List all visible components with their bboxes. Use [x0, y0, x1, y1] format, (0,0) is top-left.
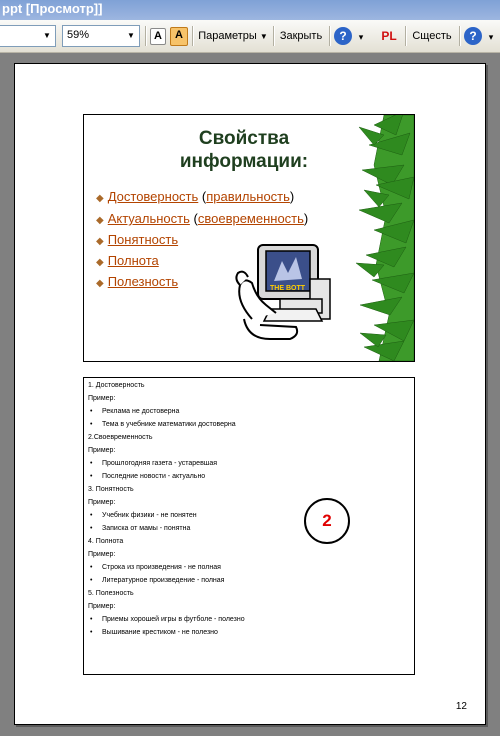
- params-button[interactable]: Параметры ▼: [198, 30, 268, 42]
- separator: [329, 26, 330, 46]
- notes-item: • Последние новости - актуально: [90, 473, 206, 480]
- preview-toolbar: [0, 20, 500, 53]
- slide-number-badge: 2: [304, 498, 350, 544]
- notes-item: • Прошлогодняя газета - устаревшая: [90, 460, 218, 467]
- zoom-value: 59%: [67, 29, 90, 41]
- chevron-down-icon[interactable]: ▾: [488, 32, 494, 42]
- speaker-notes: [83, 377, 415, 675]
- separator: [405, 26, 406, 46]
- notes-item: • Приемы хорошей игры в футболе - полезно: [90, 616, 245, 623]
- bullet-icon: ◆: [96, 236, 104, 247]
- clipart-text: THE BOTT: [270, 285, 305, 292]
- bullet-icon: ◆: [96, 215, 104, 226]
- notes-item: • Тема в учебнике математики достоверна: [90, 421, 236, 428]
- title-bar: [0, 0, 500, 20]
- separator: [145, 26, 146, 46]
- slide-bullet: ◆ Достоверность (правильность): [96, 189, 295, 204]
- slide-bullet: ◆ Полезность: [96, 274, 179, 289]
- notes-heading: 1. Достоверность: [88, 382, 145, 389]
- page-number: 12: [455, 701, 467, 712]
- notes-item: • Реклама не достоверна: [90, 408, 180, 415]
- help-icon[interactable]: ?: [464, 27, 482, 45]
- communicate-button[interactable]: Сщесть: [412, 30, 452, 42]
- separator: [273, 26, 274, 46]
- chevron-down-icon[interactable]: ▼: [43, 31, 51, 40]
- font-combo[interactable]: [0, 25, 56, 47]
- notes-page: [14, 63, 486, 725]
- slide-bullet: ◆ Полнота: [96, 253, 159, 268]
- document-area[interactable]: [0, 53, 500, 736]
- notes-label: Пример:: [88, 551, 116, 558]
- help-icon[interactable]: ?: [334, 27, 352, 45]
- chevron-down-icon: ▼: [259, 32, 268, 41]
- font-size-increase-icon[interactable]: A: [170, 27, 188, 46]
- slide-thumbnail: [83, 114, 415, 362]
- notes-label: Пример:: [88, 499, 116, 506]
- notes-heading: 5. Полезность: [88, 590, 134, 597]
- notes-label: Пример:: [88, 603, 116, 610]
- bullet-icon: ◆: [96, 193, 104, 204]
- bullet-icon: ◆: [96, 257, 104, 268]
- separator: [192, 26, 193, 46]
- notes-heading: 4. Полнота: [88, 538, 124, 545]
- notes-item: • Вышивание крестиком - не полезно: [90, 629, 218, 636]
- slide-bullet: ◆ Актуальность (своевременность): [96, 211, 309, 226]
- computer-user-clipart: [230, 239, 340, 344]
- notes-item: • Записка от мамы - понятна: [90, 525, 191, 532]
- notes-label: Пример:: [88, 395, 116, 402]
- slide-title: Свойства информации:: [179, 128, 309, 172]
- notes-item: • Строка из произведения - не полная: [90, 564, 221, 571]
- bullet-icon: ◆: [96, 278, 104, 289]
- pl-icon[interactable]: PL: [381, 29, 397, 43]
- font-size-decrease-icon[interactable]: A: [150, 28, 166, 45]
- chevron-down-icon[interactable]: ▼: [127, 31, 135, 40]
- notes-heading: 2.Своевременность: [88, 434, 153, 441]
- chevron-down-icon[interactable]: ▾: [358, 32, 364, 42]
- notes-label: Пример:: [88, 447, 116, 454]
- slide-bullet: ◆ Понятность: [96, 232, 179, 247]
- window-title: ppt [Просмотр]]: [2, 1, 103, 16]
- notes-item: • Учебник физики - не понятен: [90, 512, 197, 519]
- notes-item: • Литературное произведение - полная: [90, 577, 225, 584]
- zoom-combo[interactable]: [62, 25, 140, 47]
- close-button[interactable]: Закрыть: [279, 30, 323, 42]
- notes-heading: 3. Понятность: [88, 486, 134, 493]
- separator: [459, 26, 460, 46]
